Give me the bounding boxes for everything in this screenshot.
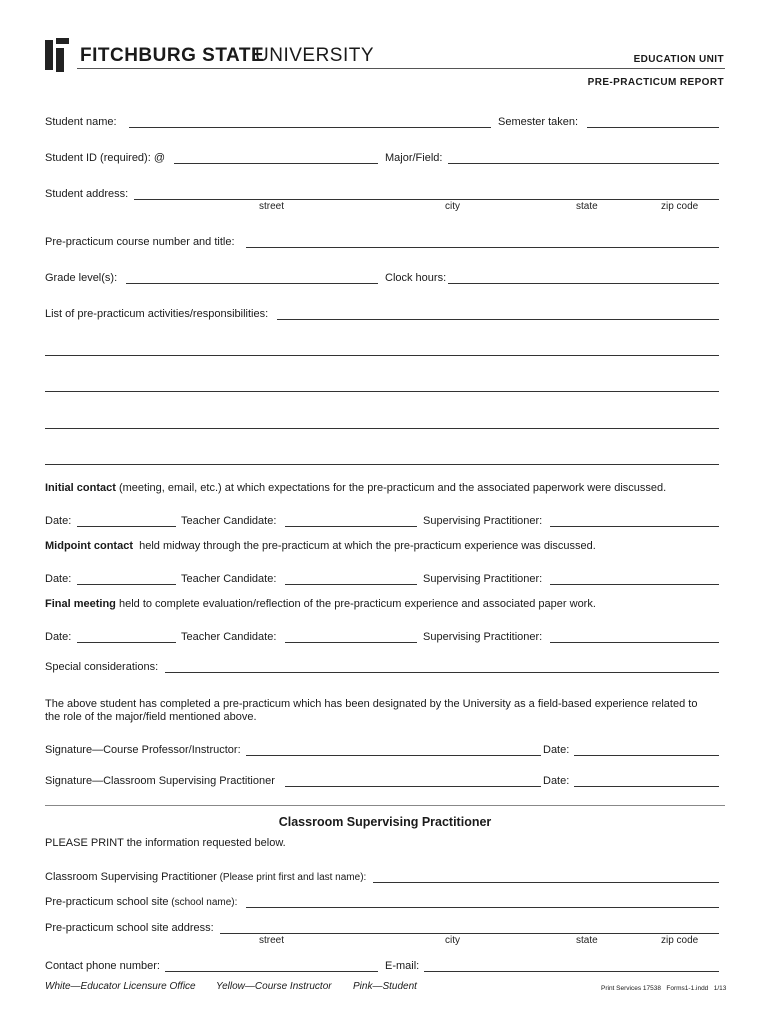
major-label: Major/Field: [385,152,443,164]
initial-supervisor-label: Supervising Practitioner: [423,515,543,527]
zip-caption: zip code [661,201,699,212]
address-field[interactable] [134,199,719,200]
city-caption: city [445,201,460,212]
midpoint-supervisor-label: Supervising Practitioner: [423,573,543,585]
school-site-note: (school name): [168,897,238,908]
activities-line-5[interactable] [45,464,719,465]
csp-name-label [45,871,366,884]
address-label: Student address: [45,188,129,200]
course-field[interactable] [246,247,719,248]
grade-field[interactable] [126,283,378,284]
final-teacher-label: Teacher Candidate: [181,631,277,643]
midpoint-date-label: Date: [45,573,72,585]
student-name-label: Student name: [45,116,117,128]
student-id-field[interactable] [174,163,378,164]
footer-print-info: Print Services 17538 Forms1-1.indd 1/13 [601,985,727,992]
education-unit-label: EDUCATION UNIT [633,54,724,65]
midpoint-contact-description: held midway through the pre-practicum at which the pre-practicum experience was discussed. [133,540,596,552]
practitioner-signature-field[interactable] [285,786,541,787]
midpoint-supervisor-field[interactable] [550,584,719,585]
school-address-label: Pre-practicum school site address: [45,922,214,934]
report-title: PRE-PRACTICUM REPORT [587,77,724,88]
special-considerations-field[interactable] [165,672,719,673]
clock-hours-field[interactable] [448,283,719,284]
midpoint-contact-heading: Midpoint contact [45,540,133,552]
email-label: E-mail: [385,960,420,972]
school-site-label-main: Pre-practicum school site [45,896,169,908]
initial-contact-description: (meeting, email, etc.) at which expectations for the pre-practicum and the associated paperwork were discussed. [115,482,667,494]
special-considerations-label: Special considerations: [45,661,159,673]
final-meeting-description: held to complete evaluation/reflection of the pre-practicum experience and associated paper work. [115,598,596,610]
major-field[interactable] [448,163,719,164]
final-teacher-field[interactable] [285,642,417,643]
csp-name-field[interactable] [373,882,719,883]
professor-date-field[interactable] [574,755,719,756]
activities-line-4[interactable] [45,428,719,429]
school-address-field[interactable] [220,933,719,934]
student-id-label: Student ID (required): @ [45,152,165,164]
activities-line-3[interactable] [45,391,719,392]
practitioner-date-field[interactable] [574,786,719,787]
midpoint-date-field[interactable] [77,584,176,585]
clock-hours-label: Clock hours: [385,272,447,284]
phone-field[interactable] [165,971,378,972]
final-date-label: Date: [45,631,72,643]
completion-statement-line-1: The above student has completed a pre-practicum which has been designated by the University as a field-based experience related to [45,698,698,710]
initial-supervisor-field[interactable] [550,526,719,527]
initial-date-field[interactable] [77,526,176,527]
footer-white-copy: White—Educator Licensure Office [45,981,196,992]
professor-signature-label: Signature—Course Professor/Instructor: [45,744,241,756]
state-caption: state [576,201,598,212]
logo-text-light: UNIVERSITY [255,45,375,66]
final-supervisor-label: Supervising Practitioner: [423,631,543,643]
professor-signature-field[interactable] [246,755,541,756]
initial-contact-text [45,482,666,495]
email-field[interactable] [424,971,719,972]
school-site-label [45,896,237,909]
footer-pink-copy: Pink—Student [353,981,417,992]
csp-name-label-main: Classroom Supervising Practitioner [45,871,217,883]
school-site-field[interactable] [246,907,719,908]
site-state-caption: state [576,935,598,946]
practitioner-signature-label: Signature—Classroom Supervising Practitioner [45,775,275,787]
midpoint-teacher-field[interactable] [285,584,417,585]
initial-teacher-field[interactable] [285,526,417,527]
section-divider [45,805,725,806]
university-logo [45,38,375,72]
logo-text-bold: FITCHBURG STATE [80,45,265,66]
final-meeting-text [45,598,596,611]
header-rule [77,68,725,69]
phone-label: Contact phone number: [45,960,160,972]
logo-mark-icon [45,38,73,72]
initial-date-label: Date: [45,515,72,527]
site-zip-caption: zip code [661,935,699,946]
site-street-caption: street [259,935,285,946]
practitioner-date-label: Date: [543,775,570,787]
grade-label: Grade level(s): [45,272,118,284]
midpoint-contact-text [45,540,596,553]
final-date-field[interactable] [77,642,176,643]
semester-field[interactable] [587,127,719,128]
completion-statement-line-2: the role of the major/field mentioned above. [45,711,257,723]
print-instruction: PLEASE PRINT the information requested below. [45,837,286,849]
student-name-field[interactable] [129,127,491,128]
initial-contact-heading: Initial contact [45,482,116,494]
initial-teacher-label: Teacher Candidate: [181,515,277,527]
activities-line-2[interactable] [45,355,719,356]
site-city-caption: city [445,935,460,946]
final-meeting-heading: Final meeting [45,598,116,610]
activities-field[interactable] [277,319,719,320]
midpoint-teacher-label: Teacher Candidate: [181,573,277,585]
street-caption: street [259,201,285,212]
section-title: Classroom Supervising Practitioner [278,815,492,829]
semester-label: Semester taken: [498,116,579,128]
csp-name-note: (Please print first and last name): [216,872,367,883]
course-label: Pre-practicum course number and title: [45,236,235,248]
activities-label: List of pre-practicum activities/responsibilities: [45,308,269,320]
professor-date-label: Date: [543,744,570,756]
final-supervisor-field[interactable] [550,642,719,643]
footer-yellow-copy: Yellow—Course Instructor [216,981,332,992]
